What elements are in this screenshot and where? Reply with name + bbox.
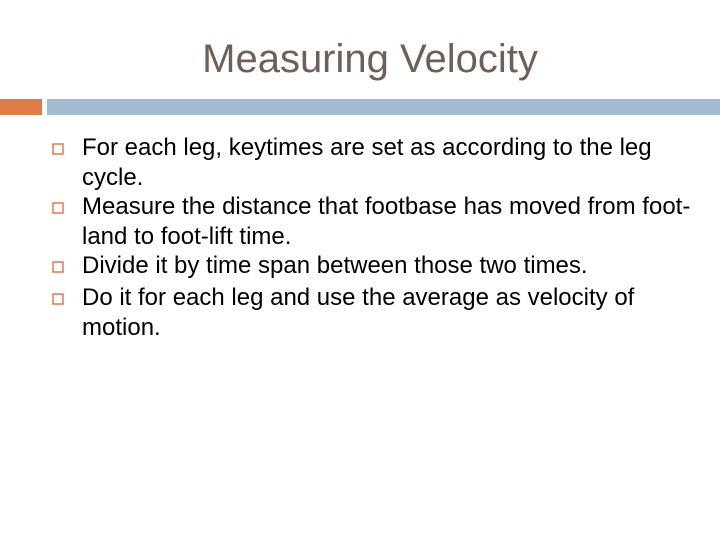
- hollow-square-bullet-icon: [52, 192, 82, 224]
- bullet-list: [52, 133, 712, 342]
- title-underline-bar: [47, 99, 720, 115]
- bullet-text: Divide it by time span between those two times.: [82, 252, 588, 279]
- bullet-text: For each leg, keytimes are set as according to the leg cycle.: [82, 134, 652, 191]
- hollow-square-bullet-icon: [52, 251, 82, 283]
- hollow-square-bullet-icon: [52, 283, 82, 315]
- bullet-item: [52, 251, 712, 283]
- bullet-item: [52, 133, 712, 192]
- bullet-item: [52, 192, 712, 251]
- hollow-square-bullet-icon: [52, 133, 82, 165]
- accent-bar: [0, 99, 42, 115]
- bullet-text: Measure the distance that footbase has moved from foot-land to foot-lift time.: [82, 193, 691, 250]
- slide-title: Measuring Velocity: [202, 37, 538, 81]
- bullet-item: [52, 283, 712, 342]
- bullet-text: Do it for each leg and use the average as velocity of motion.: [82, 284, 635, 341]
